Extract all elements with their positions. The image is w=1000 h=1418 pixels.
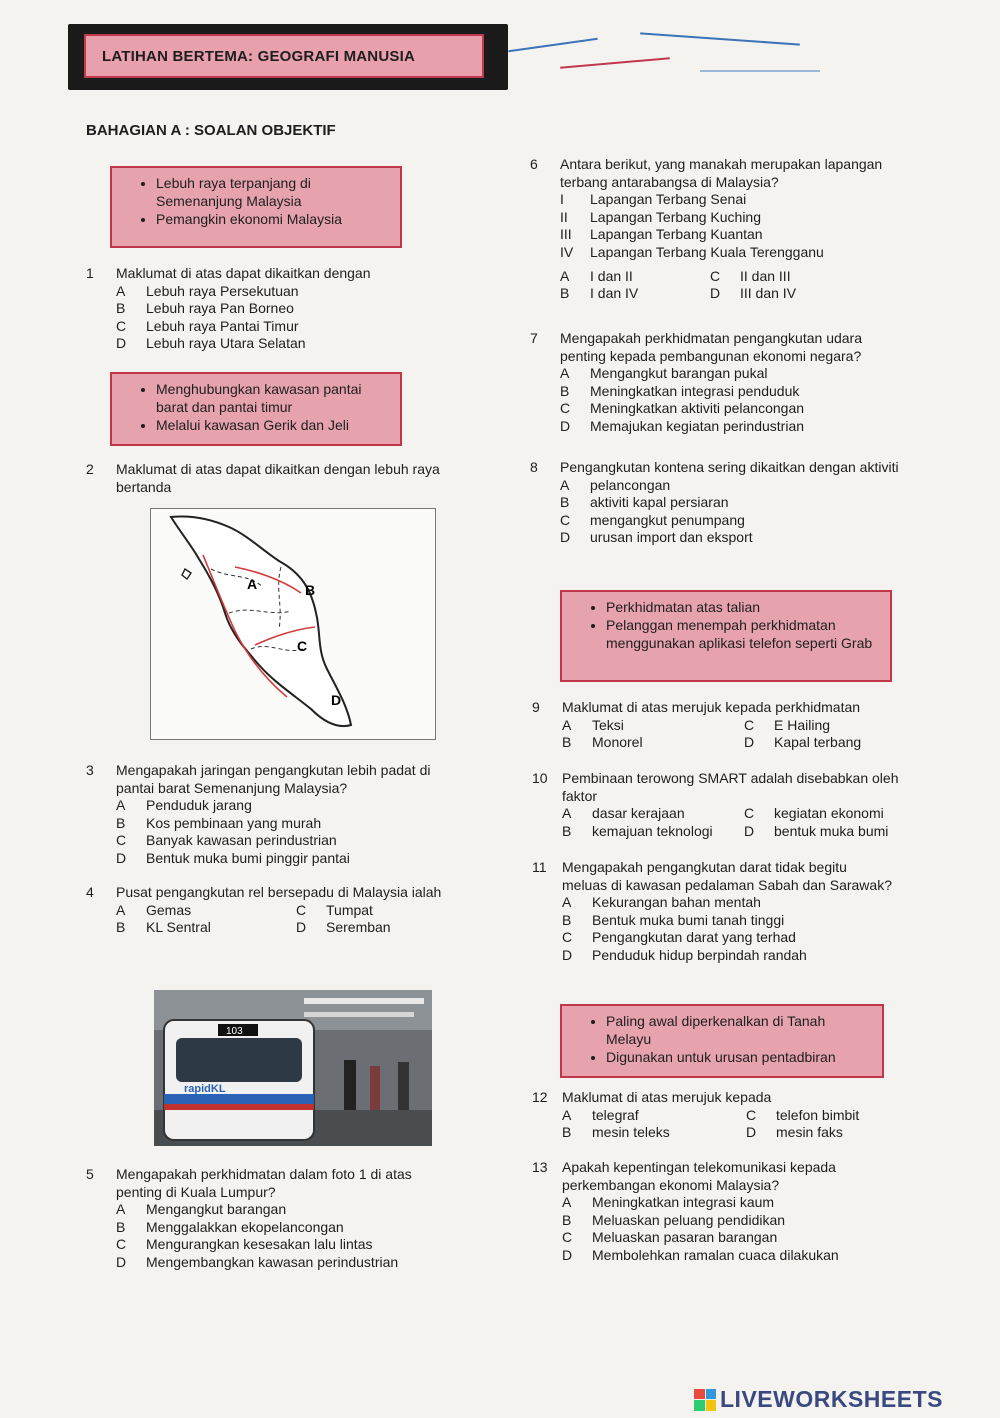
- passenger: [398, 1062, 409, 1110]
- option-a[interactable]: A Meningkatkan integrasi kaum: [562, 1194, 775, 1211]
- decorative-line: [700, 70, 820, 72]
- question-text: Maklumat di atas dapat dikaitkan dengan: [116, 265, 371, 281]
- statement-ii: II Lapangan Terbang Kuching: [560, 208, 762, 225]
- option-b[interactable]: B aktiviti kapal persiaran: [560, 494, 729, 511]
- question-text: Mengapakah perkhidmatan pengangkutan udara penting kepada pembangunan ekonomi negara?: [560, 330, 863, 364]
- option-d[interactable]: D Bentuk muka bumi pinggir pantai: [116, 849, 350, 866]
- question-text: Maklumat di atas merujuk kepada perkhidmatan: [562, 699, 861, 715]
- question-4: [86, 884, 486, 937]
- option-d[interactable]: D Seremban: [296, 919, 391, 936]
- option-c[interactable]: C telefon bimbit: [746, 1106, 860, 1123]
- passenger: [370, 1066, 380, 1110]
- statement-iii: III Lapangan Terbang Kuantan: [560, 226, 763, 243]
- option-d[interactable]: D bentuk muka bumi: [744, 822, 889, 839]
- option-d[interactable]: D III dan IV: [710, 285, 797, 302]
- question-number: 10: [532, 770, 548, 786]
- option-b[interactable]: B Bentuk muka bumi tanah tinggi: [562, 911, 785, 928]
- option-c[interactable]: C Mengurangkan kesesakan lalu lintas: [116, 1236, 373, 1253]
- option-b[interactable]: B mesin teleks: [562, 1124, 670, 1141]
- map-label-b: B: [305, 582, 316, 598]
- question-text: Mengapakah jaringan pengangkutan lebih padat di pantai barat Semenanjung Malaysia?: [116, 762, 431, 796]
- liveworksheets-logo[interactable]: [694, 1386, 943, 1413]
- question-number: 6: [530, 156, 538, 172]
- peninsular-malaysia-map: [150, 508, 436, 740]
- question-number: 12: [532, 1089, 548, 1105]
- header-banner: [68, 24, 508, 90]
- station-light: [304, 1012, 414, 1017]
- option-a[interactable]: A dasar kerajaan: [562, 805, 685, 822]
- option-d[interactable]: D Kapal terbang: [744, 734, 862, 751]
- question-2: [86, 461, 486, 496]
- question-text: Antara berikut, yang manakah merupakan lapangan terbang antarabangsa di Malaysia?: [560, 156, 883, 190]
- statement-i: I Lapangan Terbang Senai: [560, 191, 747, 208]
- option-a[interactable]: A Mengangkut barangan: [116, 1201, 287, 1218]
- option-c[interactable]: C Banyak kawasan perindustrian: [116, 832, 337, 849]
- question-6: [530, 156, 930, 303]
- option-b[interactable]: B Kos pembinaan yang murah: [116, 814, 322, 831]
- option-a[interactable]: A Mengangkut barangan pukal: [560, 365, 768, 382]
- option-d[interactable]: D urusan import dan eksport: [560, 529, 753, 546]
- decorative-line: [640, 32, 800, 45]
- option-d[interactable]: D Penduduk hidup berpindah randah: [562, 946, 807, 963]
- option-a[interactable]: A Teksi: [562, 716, 624, 733]
- question-text: Pengangkutan kontena sering dikaitkan dengan aktiviti: [560, 459, 899, 475]
- option-c[interactable]: C Tumpat: [296, 901, 373, 918]
- option-a[interactable]: A I dan II: [560, 267, 633, 284]
- question-10: [532, 770, 932, 840]
- header-title: LATIHAN BERTEMA: GEOGRAFI MANUSIA: [84, 34, 484, 78]
- map-drawing: [151, 509, 435, 739]
- option-b[interactable]: B Menggalakkan ekopelancongan: [116, 1218, 344, 1235]
- station-light: [304, 998, 424, 1004]
- question-text: Pembinaan terowong SMART adalah disebabkan oleh faktor: [562, 770, 899, 804]
- option-b[interactable]: B kemajuan teknologi: [562, 822, 713, 839]
- train-stripe: [164, 1094, 314, 1104]
- option-b[interactable]: B Lebuh raya Pan Borneo: [116, 300, 294, 317]
- question-text: Maklumat di atas merujuk kepada: [562, 1089, 772, 1105]
- section-title: BAHAGIAN A : SOALAN OBJEKTIF: [86, 122, 336, 139]
- train-stripe: [164, 1104, 314, 1110]
- option-a[interactable]: A pelancongan: [560, 476, 671, 493]
- question-text: Maklumat di atas dapat dikaitkan dengan lebuh raya bertanda: [116, 461, 440, 495]
- question-text: Mengapakah perkhidmatan dalam foto 1 di atas penting di Kuala Lumpur?: [116, 1166, 412, 1200]
- option-d[interactable]: D Memajukan kegiatan perindustrian: [560, 417, 805, 434]
- question-number: 3: [86, 762, 94, 778]
- question-number: 9: [532, 699, 540, 715]
- question-number: 5: [86, 1166, 94, 1182]
- info-box-item: • Digunakan untuk urusan pentadbiran: [606, 1048, 872, 1066]
- question-number: 2: [86, 461, 94, 477]
- option-c[interactable]: C Pengangkutan darat yang terhad: [562, 929, 796, 946]
- question-11: [532, 859, 932, 965]
- statement-iv: IV Lapangan Terbang Kuala Terengganu: [560, 243, 824, 260]
- info-box-item: • Pelanggan menempah perkhidmatan menggunakan aplikasi telefon seperti Grab: [606, 616, 880, 652]
- option-a[interactable]: A Penduduk jarang: [116, 797, 252, 814]
- question-number: 11: [532, 859, 547, 875]
- info-box-item: • Melalui kawasan Gerik dan Jeli: [156, 416, 390, 434]
- question-9: [532, 699, 932, 752]
- question-number: 8: [530, 459, 538, 475]
- question-8: [530, 459, 930, 547]
- info-box-item: • Perkhidmatan atas talian: [606, 598, 880, 616]
- info-box-1: [110, 166, 402, 248]
- question-text: Pusat pengangkutan rel bersepadu di Malaysia ialah: [116, 884, 442, 900]
- option-d[interactable]: D Mengembangkan kawasan perindustrian: [116, 1253, 399, 1270]
- option-a[interactable]: A Gemas: [116, 901, 192, 918]
- option-b[interactable]: B Monorel: [562, 734, 643, 751]
- option-a[interactable]: A Kekurangan bahan mentah: [562, 894, 761, 911]
- option-c[interactable]: C Lebuh raya Pantai Timur: [116, 317, 299, 334]
- question-1: [86, 265, 486, 353]
- option-c[interactable]: C II dan III: [710, 267, 791, 284]
- question-7: [530, 330, 930, 436]
- info-box-3: [560, 590, 892, 682]
- option-a[interactable]: A telegraf: [562, 1106, 639, 1123]
- question-number: 4: [86, 884, 94, 900]
- info-box-item: • Menghubungkan kawasan pantai barat dan pantai timur: [156, 380, 390, 416]
- train-illustration: [154, 990, 432, 1146]
- map-label-a: A: [247, 576, 258, 592]
- info-box-4: [560, 1004, 884, 1078]
- question-12: [532, 1089, 932, 1142]
- option-c[interactable]: C Meningkatkan aktiviti pelancongan: [560, 400, 805, 417]
- train-windscreen: [176, 1038, 302, 1082]
- question-number: 1: [86, 265, 94, 281]
- map-label-d: D: [331, 692, 342, 708]
- option-a[interactable]: A Lebuh raya Persekutuan: [116, 282, 299, 299]
- option-c[interactable]: C mengangkut penumpang: [560, 511, 745, 528]
- option-d[interactable]: D mesin faks: [746, 1124, 843, 1141]
- decorative-line: [560, 57, 670, 69]
- option-b[interactable]: B Meningkatkan integrasi penduduk: [560, 382, 800, 399]
- info-box-item: • Pemangkin ekonomi Malaysia: [156, 210, 390, 228]
- question-text: Mengapakah pengangkutan darat tidak begitu meluas di kawasan pedalaman Sabah dan Sarawak?: [562, 859, 892, 893]
- option-b[interactable]: B KL Sentral: [116, 919, 211, 936]
- question-number: 7: [530, 330, 538, 346]
- liveworksheets-brand: LIVEWORKSHEETS: [720, 1386, 943, 1412]
- info-box-item: • Lebuh raya terpanjang di Semenanjung Malaysia: [156, 174, 390, 210]
- question-5: [86, 1166, 486, 1272]
- map-island: [182, 569, 191, 579]
- option-c[interactable]: C Meluaskan pasaran barangan: [562, 1229, 778, 1246]
- question-number: 13: [532, 1159, 548, 1175]
- lrt-train-photo: [154, 990, 432, 1146]
- liveworksheets-icon: [694, 1389, 716, 1411]
- map-label-c: C: [297, 638, 308, 654]
- train-number: 103: [226, 1026, 243, 1037]
- option-c[interactable]: C kegiatan ekonomi: [744, 805, 884, 822]
- question-text: Apakah kepentingan telekomunikasi kepada perkembangan ekonomi Malaysia?: [562, 1159, 836, 1193]
- option-b[interactable]: B Meluaskan peluang pendidikan: [562, 1211, 786, 1228]
- question-13: [532, 1159, 932, 1265]
- train-brand: rapidKL: [184, 1083, 226, 1095]
- decorative-line: [508, 38, 597, 53]
- option-b[interactable]: B I dan IV: [560, 285, 639, 302]
- option-d[interactable]: D Membolehkan ramalan cuaca dilakukan: [562, 1246, 839, 1263]
- option-d[interactable]: D Lebuh raya Utara Selatan: [116, 335, 306, 352]
- map-coastline: [171, 516, 351, 726]
- passenger: [344, 1060, 356, 1110]
- info-box-2: [110, 372, 402, 446]
- question-3: [86, 762, 486, 868]
- option-c[interactable]: C E Hailing: [744, 716, 831, 733]
- info-box-item: • Paling awal diperkenalkan di Tanah Melayu: [606, 1012, 872, 1048]
